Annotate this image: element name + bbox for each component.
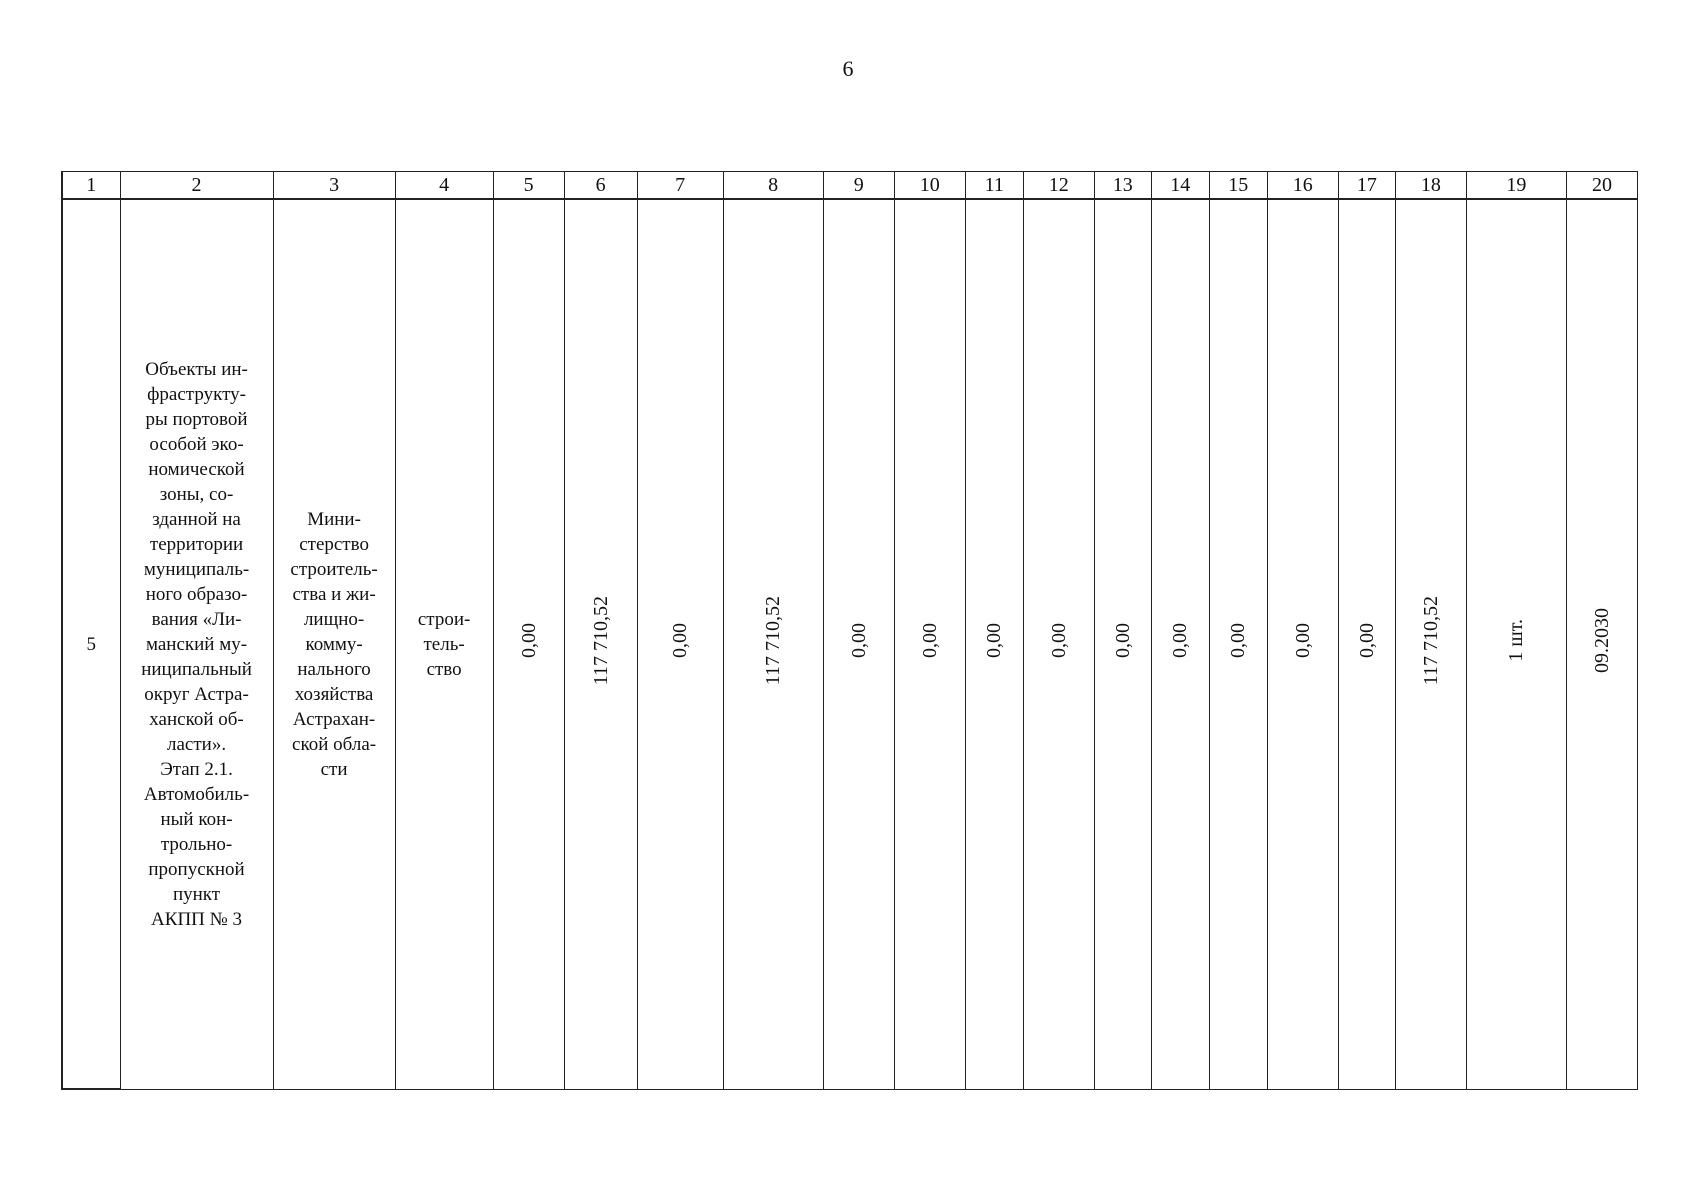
value-cell [894,199,965,1089]
value-text: 0,00 [1169,623,1192,659]
value-cell [1395,199,1466,1089]
value-text: 117 710,52 [589,596,612,686]
object-name: Объекты ин- фраструкту- ры портовой особой эко- номической зоны, со- зданной на территории муниципаль- ного образо- вания «Ли- манский му- ниципальный округ Астра- ханской об- ласти». Этап 2.1. Автомобиль- ный кон- трольно- пропускной пункт АКПП № 3 [141,358,252,930]
value-cell [823,199,894,1089]
column-header: 19 [1466,172,1566,200]
column-header: 17 [1338,172,1395,200]
column-header: 5 [493,172,564,200]
column-header: 13 [1094,172,1151,200]
value-text: 0,00 [983,623,1006,659]
customer-name: Мини- стерство строитель- ства и жи- лищно- комму- нального хозяйства Астрахан- ской обла- сти [290,508,378,780]
value-text: 0,00 [1355,623,1378,659]
column-header: 2 [120,172,273,200]
value-cell [637,199,723,1089]
column-header: 10 [894,172,965,200]
column-header: 3 [273,172,395,200]
value-cell [1209,199,1267,1089]
value-text: 0,00 [517,623,540,659]
object-name-cell [120,199,273,1089]
header-row [62,172,1638,200]
deadline-cell [1566,199,1637,1089]
value-text: 117 710,52 [762,596,785,686]
column-header: 9 [823,172,894,200]
value-cell [1023,199,1094,1089]
capacity-text: 1 шт. [1505,619,1528,663]
value-text: 0,00 [918,623,941,659]
value-cell [1094,199,1151,1089]
column-header: 20 [1566,172,1637,200]
value-cell [1338,199,1395,1089]
work-type-cell [395,199,493,1089]
column-header: 1 [62,172,120,200]
value-text: 0,00 [847,623,870,659]
value-cell [965,199,1023,1089]
row-number: 5 [86,633,96,655]
value-text: 117 710,52 [1419,596,1442,686]
column-header: 12 [1023,172,1094,200]
value-cell [1267,199,1338,1089]
column-header: 6 [564,172,637,200]
deadline-text: 09.2030 [1590,608,1613,674]
column-header: 11 [965,172,1023,200]
column-header: 8 [723,172,823,200]
page-number: 6 [842,56,854,81]
value-text: 0,00 [1047,623,1070,659]
value-cell [564,199,637,1089]
value-cell [723,199,823,1089]
column-header: 16 [1267,172,1338,200]
value-text: 0,00 [1227,623,1250,659]
work-type: строи- тель- ство [417,608,471,680]
data-table [61,171,1638,1090]
capacity-cell [1466,199,1566,1089]
value-text: 0,00 [669,623,692,659]
value-text: 0,00 [1291,623,1314,659]
value-text: 0,00 [1111,623,1134,659]
column-header: 4 [395,172,493,200]
value-cell [1151,199,1209,1089]
column-header: 7 [637,172,723,200]
row-number-cell [62,199,120,1089]
value-cell [493,199,564,1089]
column-header: 18 [1395,172,1466,200]
customer-cell [273,199,395,1089]
table-row [62,199,1638,1089]
column-header: 14 [1151,172,1209,200]
column-header: 15 [1209,172,1267,200]
